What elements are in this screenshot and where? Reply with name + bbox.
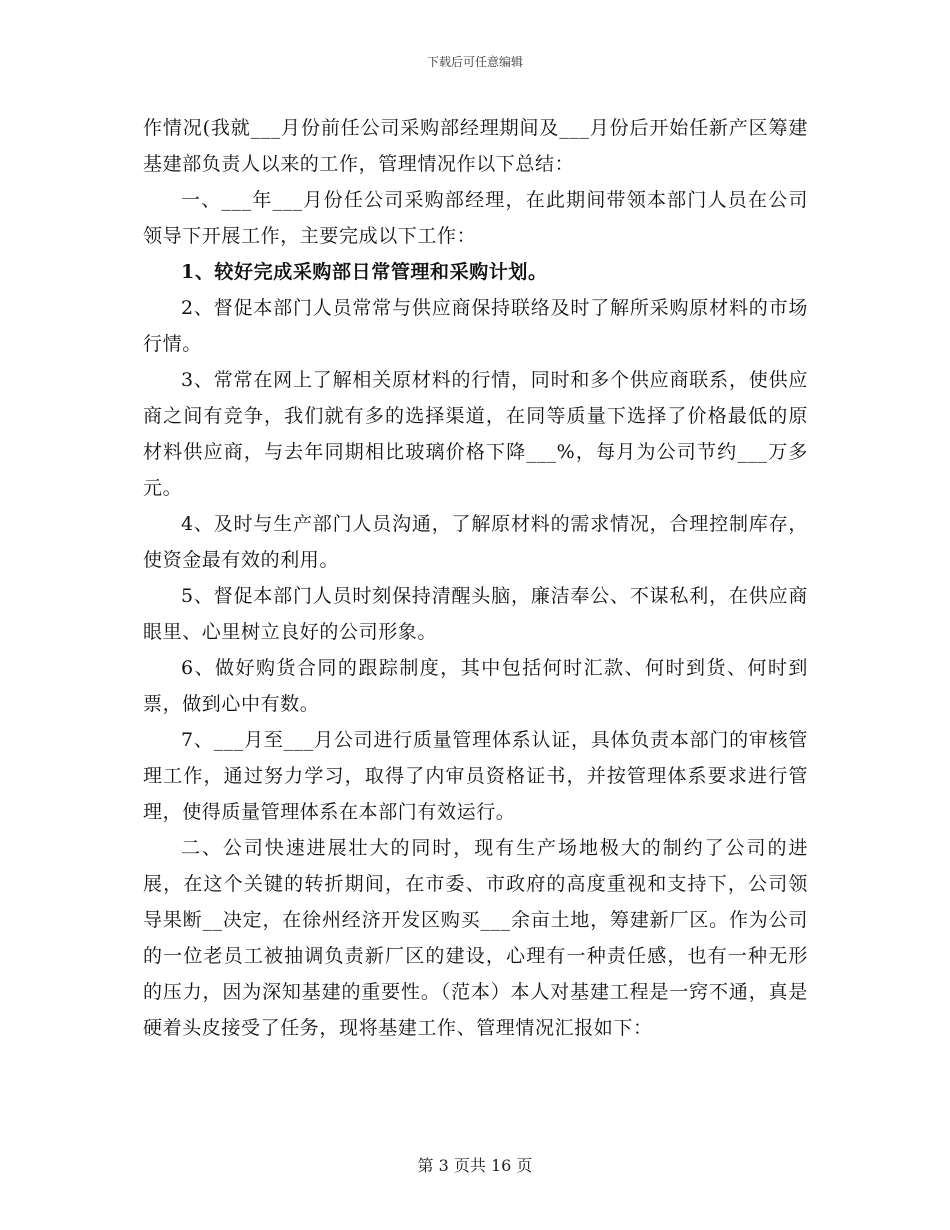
paragraph-section-two: 二、公司快速进展壮大的同时，现有生产场地极大的制约了公司的进展，在这个关键的转折期间，在市委、市政府的高度重视和支持下，公司领导果断__决定，在徐州经济开发区购买___余亩土地，筹建新厂区。作为公司的一位老员工被抽调负责新厂区的建设，心理有一种责任感，也有一种无形的压力，因为深知基建的重要性。（范本）本人对基建工程是一窍不通，真是硬着头皮接受了任务，现将基建工作、管理情况汇报如下： (143, 837, 808, 1039)
paragraph-item-3: 3、常常在网上了解相关原材料的行情，同时和多个供应商联系，使供应商之间有竞争，我们就有多的选择渠道，在同等质量下选择了价格最低的原材料供应商，与去年同期相比玻璃价格下降___%，每月为公司节约___万多元。 (143, 369, 808, 499)
paragraph-item-7: 7、___月至___月公司进行质量管理体系认证，具体负责本部门的审核管理工作，通过努力学习，取得了内审员资格证书，并按管理体系要求进行管理，使得质量管理体系在本部门有效运行。 (143, 729, 808, 823)
paragraph-item-1: 1、较好完成采购部日常管理和采购计划。 (181, 261, 548, 283)
paragraph-section-one: 一、___年___月份任公司采购部经理，在此期间带领本部门人员在公司领导下开展工作，主要完成以下工作： (143, 189, 808, 247)
document-body (143, 110, 808, 1046)
page-header-note: 下载后可任意编辑 (426, 55, 523, 69)
paragraph-item-5: 5、督促本部门人员时刻保持清醒头脑，廉洁奉公、不谋私利，在供应商眼里、心里树立良好的公司形象。 (143, 585, 808, 643)
page-number-footer: 第 3 页共 16 页 (417, 1156, 533, 1175)
paragraph-continuation: 作情况(我就___月份前任公司采购部经理期间及___月份后开始任新产区筹建基建部负责人以来的工作，管理情况作以下总结： (143, 117, 808, 175)
paragraph-item-6: 6、做好购货合同的跟踪制度，其中包括何时汇款、何时到货、何时到票，做到心中有数。 (143, 657, 808, 715)
paragraph-item-2: 2、督促本部门人员常常与供应商保持联络及时了解所采购原材料的市场行情。 (143, 297, 808, 355)
paragraph-item-4: 4、及时与生产部门人员沟通，了解原材料的需求情况，合理控制库存，使资金最有效的利用。 (143, 513, 808, 571)
